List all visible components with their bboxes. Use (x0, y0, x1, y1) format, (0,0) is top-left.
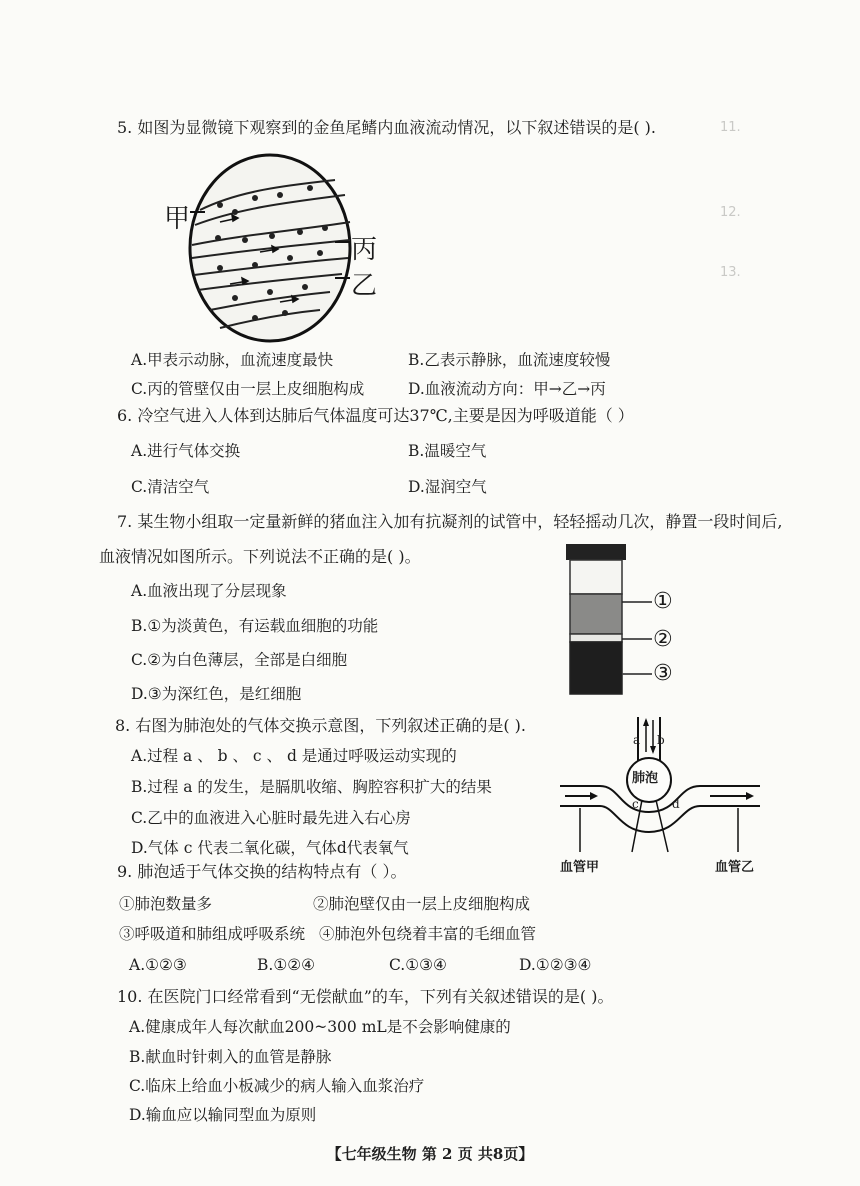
q8-stem: 8. 右图为肺泡处的气体交换示意图，下列叙述正确的是( ). (115, 716, 527, 735)
q5-label-jia: 甲 (164, 204, 191, 234)
q8-label-c: c (632, 797, 639, 811)
q9-stem: 9. 肺泡适于气体交换的结构特点有（ ）。 (117, 862, 407, 881)
q9-feature-4: ④肺泡外包绕着丰富的毛细血管 (319, 925, 537, 943)
q10-option-b: B.献血时针刺入的血管是静脉 (129, 1048, 332, 1066)
q5-option-c: C.丙的管壁仅由一层上皮细胞构成 (131, 380, 365, 398)
q6-option-d: D.湿润空气 (408, 478, 487, 496)
q10-option-a: A.健康成年人每次献血200~300 mL是不会影响健康的 (129, 1018, 511, 1036)
q8-label-vessel-b: 血管乙 (715, 860, 755, 875)
q7-stem-line2: 血液情况如图所示。下列说法不正确的是( )。 (99, 547, 421, 566)
q8-label-alveolus: 肺泡 (632, 771, 659, 786)
bleed-through-text: 13. (720, 265, 741, 280)
q10-stem: 10. 在医院门口经常看到“无偿献血”的车，下列有关叙述错误的是( )。 (117, 987, 614, 1006)
q9-feature-3: ③呼吸道和肺组成呼吸系统 (119, 925, 306, 943)
q5-label-bing: 丙 (351, 235, 378, 265)
q6-option-a: A.进行气体交换 (131, 442, 241, 460)
q9-option-c: C.①③④ (389, 956, 447, 974)
q5-label-yi: 乙 (351, 271, 378, 301)
q7-option-a: A.血液出现了分层现象 (131, 582, 287, 600)
q9-option-b: B.①②④ (257, 956, 316, 974)
page-footer: 【七年级生物 第 2 页 共8页】 (326, 1145, 534, 1163)
q9-feature-2: ②肺泡壁仅由一层上皮细胞构成 (313, 895, 531, 913)
q7-label-2: ② (653, 627, 673, 652)
q5-option-b: B.乙表示静脉，血流速度较慢 (408, 351, 611, 369)
q8-label-d: d (672, 797, 680, 811)
q8-option-a: A.过程 a 、 b 、 c 、 d 是通过呼吸运动实现的 (131, 747, 457, 765)
q5-option-d: D.血液流动方向：甲→乙→丙 (408, 380, 606, 398)
q10-option-c: C.临床上给血小板减少的病人输入血浆治疗 (129, 1077, 425, 1095)
q7-stem-line1: 7. 某生物小组取一定量新鲜的猪血注入加有抗凝剂的试管中，轻轻摇动几次，静置一段时间后, (117, 512, 783, 531)
q10-option-d: D.输血应以输同型血为原则 (129, 1106, 317, 1124)
q6-stem: 6. 冷空气进入人体到达肺后气体温度可达37℃,主要是因为呼吸道能（ ） (117, 406, 634, 425)
q7-option-b: B.①为淡黄色，有运载血细胞的功能 (131, 617, 379, 635)
q7-option-d: D.③为深红色，是红细胞 (131, 685, 302, 703)
q6-option-b: B.温暖空气 (408, 442, 487, 460)
q9-feature-1: ①肺泡数量多 (119, 895, 213, 913)
q8-label-b: b (657, 733, 665, 747)
q5-stem: 5. 如图为显微镜下观察到的金鱼尾鳍内血液流动情况，以下叙述错误的是( ). (117, 118, 657, 137)
q8-option-d: D.气体 c 代表二氧化碳，气体d代表氧气 (131, 839, 409, 857)
q9-option-d: D.①②③④ (519, 956, 592, 974)
q6-option-c: C.清洁空气 (131, 478, 210, 496)
q8-option-b: B.过程 a 的发生，是膈肌收缩、胸腔容积扩大的结果 (131, 778, 492, 796)
q8-alveolus-figure (560, 712, 780, 882)
q7-label-1: ① (653, 589, 673, 614)
bleed-through-text: 12. (720, 205, 741, 220)
q8-label-a: a (633, 733, 641, 747)
q8-option-c: C.乙中的血液进入心脏时最先进入右心房 (131, 809, 411, 827)
q9-option-a: A.①②③ (129, 956, 187, 974)
bleed-through-text: 11. (720, 120, 741, 135)
q5-option-a: A.甲表示动脉，血流速度最快 (131, 351, 334, 369)
q7-test-tube-figure (560, 540, 700, 700)
q7-option-c: C.②为白色薄层，全部是白细胞 (131, 651, 348, 669)
q7-label-3: ③ (653, 661, 673, 686)
q8-label-vessel-a: 血管甲 (560, 860, 600, 875)
